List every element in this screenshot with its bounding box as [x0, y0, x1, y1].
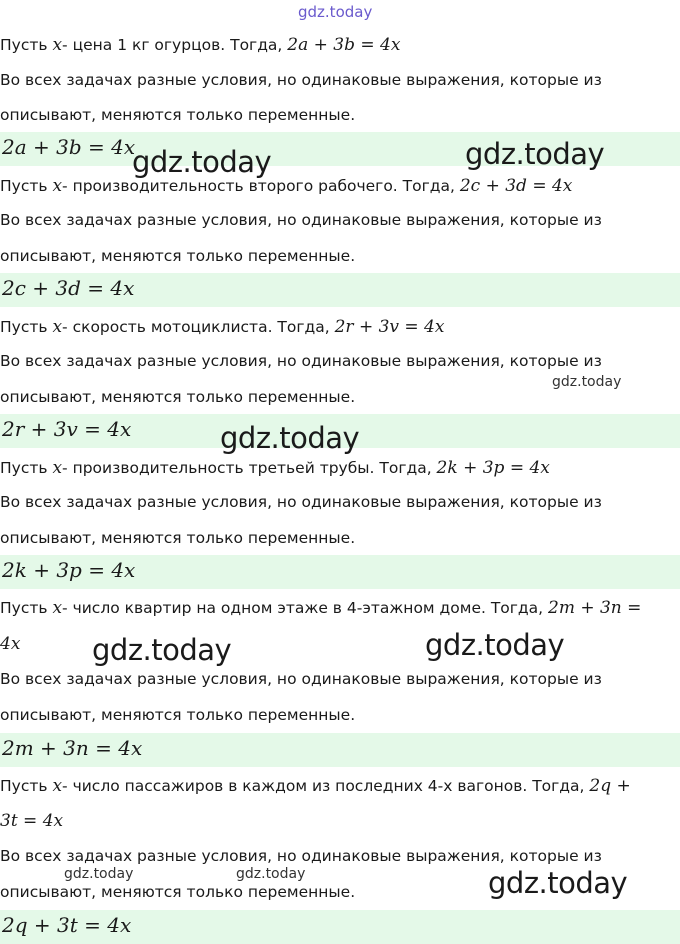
answer-formula: 2a + 3b = 4x — [2, 135, 136, 159]
problem-statement: Пусть x- число квартир на одном этаже в 4-этажном доме. Тогда, 2m + 3n = — [0, 598, 642, 618]
watermark: gdz.today — [488, 866, 628, 900]
watermark: gdz.today — [236, 866, 306, 882]
explanation-line: Во всех задачах разные условия, но одинаковые выражения, которые из — [0, 352, 602, 370]
answer-band — [0, 910, 680, 944]
problem-statement-continuation: 3t = 4x — [0, 811, 64, 831]
explanation-line: описывают, меняются только переменные. — [0, 388, 356, 406]
watermark: gdz.today — [220, 421, 360, 455]
answer-formula: 2r + 3v = 4x — [2, 417, 132, 441]
explanation-line: описывают, меняются только переменные. — [0, 706, 356, 724]
answer-band — [0, 273, 680, 307]
answer-formula: 2k + 3p = 4x — [2, 558, 136, 582]
explanation-line: описывают, меняются только переменные. — [0, 883, 356, 901]
problem-statement: Пусть x- цена 1 кг огурцов. Тогда, 2a + 3b = 4x — [0, 35, 401, 55]
watermark-top: gdz.today — [298, 3, 373, 21]
watermark: gdz.today — [465, 137, 605, 171]
explanation-line: описывают, меняются только переменные. — [0, 247, 356, 265]
watermark: gdz.today — [132, 145, 272, 179]
problem-statement: Пусть x- скорость мотоциклиста. Тогда, 2r + 3v = 4x — [0, 317, 445, 337]
answer-formula: 2c + 3d = 4x — [2, 276, 135, 300]
answer-band — [0, 733, 680, 767]
problem-statement: Пусть x- производительность второго рабочего. Тогда, 2c + 3d = 4x — [0, 176, 573, 196]
watermark: gdz.today — [552, 374, 622, 390]
explanation-line: Во всех задачах разные условия, но одинаковые выражения, которые из — [0, 493, 602, 511]
answer-formula: 2q + 3t = 4x — [2, 913, 132, 937]
problem-statement-continuation: 4x — [0, 634, 21, 654]
answer-band — [0, 555, 680, 589]
watermark: gdz.today — [92, 633, 232, 667]
watermark: gdz.today — [425, 628, 565, 662]
problem-statement: Пусть x- число пассажиров в каждом из последних 4-х вагонов. Тогда, 2q + — [0, 776, 631, 796]
explanation-line: Во всех задачах разные условия, но одинаковые выражения, которые из — [0, 71, 602, 89]
watermark: gdz.today — [64, 866, 134, 882]
answer-formula: 2m + 3n = 4x — [2, 736, 143, 760]
explanation-line: Во всех задачах разные условия, но одинаковые выражения, которые из — [0, 670, 602, 688]
explanation-line: Во всех задачах разные условия, но одинаковые выражения, которые из — [0, 847, 602, 865]
explanation-line: Во всех задачах разные условия, но одинаковые выражения, которые из — [0, 211, 602, 229]
problem-statement: Пусть x- производительность третьей трубы. Тогда, 2k + 3p = 4x — [0, 458, 550, 478]
explanation-line: описывают, меняются только переменные. — [0, 529, 356, 547]
explanation-line: описывают, меняются только переменные. — [0, 106, 356, 124]
